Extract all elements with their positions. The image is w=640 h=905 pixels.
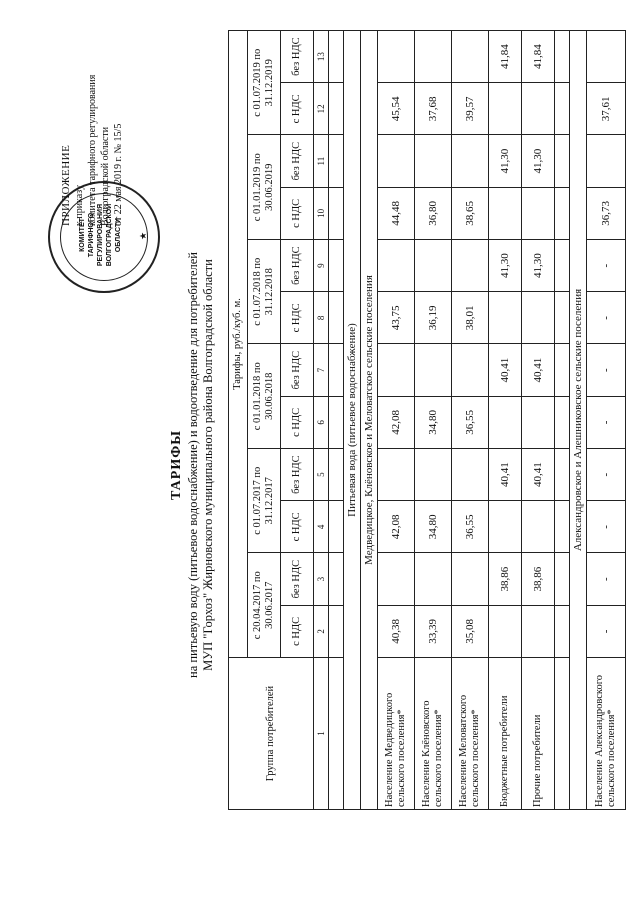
tariff-value bbox=[489, 396, 522, 448]
tariff-value: 45,54 bbox=[378, 83, 415, 135]
column-index: 13 bbox=[314, 31, 329, 83]
vat-header: с НДС bbox=[281, 396, 314, 448]
consumer-group: Население Клёновского сельского поселения* bbox=[415, 658, 452, 810]
tariff-value bbox=[522, 83, 555, 135]
tariff-value bbox=[415, 240, 452, 292]
tariff-value: 36,19 bbox=[415, 292, 452, 344]
seal-star: ★ bbox=[138, 231, 148, 240]
table-row bbox=[452, 31, 489, 810]
tariff-value bbox=[378, 135, 415, 187]
table-row bbox=[378, 31, 415, 810]
document-title bbox=[168, 115, 216, 815]
tariff-value: 41,84 bbox=[522, 31, 555, 83]
rows-group-1 bbox=[378, 31, 555, 810]
tariff-value: 36,73 bbox=[587, 187, 626, 239]
column-index-row bbox=[314, 31, 329, 810]
column-index: 4 bbox=[314, 501, 329, 553]
tariff-value bbox=[522, 605, 555, 657]
no-vat-header: без НДС bbox=[281, 553, 314, 605]
tariff-value bbox=[489, 83, 522, 135]
consumer-group: Население Александровского сельского поселения* bbox=[587, 658, 626, 810]
tariff-value: 37,61 bbox=[587, 83, 626, 135]
tariff-value bbox=[522, 501, 555, 553]
annex-line-3: Волгоградской области bbox=[100, 126, 111, 226]
tariff-value: 37,68 bbox=[415, 83, 452, 135]
tariff-value bbox=[489, 187, 522, 239]
spacer-row bbox=[555, 31, 570, 810]
tariff-value: 38,01 bbox=[452, 292, 489, 344]
no-vat-header: без НДС bbox=[281, 344, 314, 396]
column-index: 6 bbox=[314, 396, 329, 448]
vat-header: с НДС bbox=[281, 605, 314, 657]
subsection-2: Александровское и Алешниковское сельские поселения bbox=[570, 31, 587, 810]
tariff-value: 38,86 bbox=[522, 553, 555, 605]
table-row bbox=[415, 31, 452, 810]
period-header: с 01.01.2018 по 30.06.2018 bbox=[248, 344, 281, 449]
column-index: 11 bbox=[314, 135, 329, 187]
tariff-value bbox=[489, 292, 522, 344]
tariff-value bbox=[415, 31, 452, 83]
tariff-value: - bbox=[587, 501, 626, 553]
consumer-group: Прочие потребители bbox=[522, 658, 555, 810]
tariff-value: 41,30 bbox=[489, 240, 522, 292]
consumer-group: Население Медведицкого сельского поселения* bbox=[378, 658, 415, 810]
period-header: с 01.01.2019 по 30.06.2019 bbox=[248, 135, 281, 240]
seal-text: КОМИТЕТ ТАРИФНОГО РЕГУЛИРОВАНИЯ ВОЛГОГРАДСКОЙ ОБЛАСТИ bbox=[79, 203, 122, 267]
subsection-row bbox=[361, 31, 378, 810]
tariff-value bbox=[452, 449, 489, 501]
tariff-value bbox=[452, 553, 489, 605]
subsection-1: Медведицкое, Клёновское и Меловатское сельские поселения bbox=[361, 31, 378, 810]
tariff-value: 42,08 bbox=[378, 501, 415, 553]
tariff-value bbox=[587, 31, 626, 83]
column-index: 7 bbox=[314, 344, 329, 396]
tariff-value bbox=[522, 292, 555, 344]
tariff-value: 38,65 bbox=[452, 187, 489, 239]
tariff-value: 34,80 bbox=[415, 396, 452, 448]
tariff-value bbox=[378, 344, 415, 396]
title-line-2: МУП "Горхоз" Жирновского муниципального района Волгоградской области bbox=[201, 259, 215, 671]
tariff-value bbox=[452, 31, 489, 83]
tariff-value: 33,39 bbox=[415, 605, 452, 657]
tariff-table bbox=[228, 30, 626, 810]
no-vat-header: без НДС bbox=[281, 240, 314, 292]
group-header: Группа потребителей bbox=[229, 658, 314, 810]
tariff-value: 40,38 bbox=[378, 605, 415, 657]
tariff-value bbox=[522, 396, 555, 448]
tariff-value: 34,80 bbox=[415, 501, 452, 553]
header-row-1 bbox=[229, 31, 248, 810]
tariff-value: 40,41 bbox=[522, 344, 555, 396]
annex-line-1: к приказу bbox=[74, 185, 85, 226]
column-index: 1 bbox=[314, 658, 329, 810]
period-header: с 01.07.2017 по 31.12.2017 bbox=[248, 449, 281, 554]
title-heading: ТАРИФЫ bbox=[169, 430, 184, 500]
tariff-value: 40,41 bbox=[489, 449, 522, 501]
tariff-value: 40,41 bbox=[489, 344, 522, 396]
vat-header: с НДС bbox=[281, 501, 314, 553]
period-header: с 01.07.2019 по 31.12.2019 bbox=[248, 31, 281, 136]
tariff-value: 36,55 bbox=[452, 396, 489, 448]
section-water: Питьевая вода (питьевое водоснабжение) bbox=[344, 31, 361, 810]
tariff-value bbox=[489, 605, 522, 657]
column-index: 5 bbox=[314, 449, 329, 501]
column-index: 9 bbox=[314, 240, 329, 292]
table-row bbox=[522, 31, 555, 810]
subsection-row bbox=[570, 31, 587, 810]
tariff-value: - bbox=[587, 605, 626, 657]
tariff-value: 43,75 bbox=[378, 292, 415, 344]
tariff-value: 41,30 bbox=[489, 135, 522, 187]
tariff-value bbox=[378, 240, 415, 292]
tariff-value bbox=[489, 501, 522, 553]
annex-title: ПРИЛОЖЕНИЕ bbox=[60, 144, 72, 226]
tariff-value bbox=[378, 449, 415, 501]
tariff-value bbox=[522, 187, 555, 239]
tariff-value: 41,30 bbox=[522, 240, 555, 292]
tariff-value bbox=[378, 31, 415, 83]
no-vat-header: без НДС bbox=[281, 135, 314, 187]
tariff-value: - bbox=[587, 292, 626, 344]
tariffs-header: Тарифы, руб./куб. м. bbox=[229, 31, 248, 658]
title-line-1: на питьевую воду (питьевое водоснабжение) и водоотведение для потребителей bbox=[186, 252, 200, 678]
tariff-value: - bbox=[587, 449, 626, 501]
vat-header: с НДС bbox=[281, 187, 314, 239]
annex-block bbox=[60, 26, 125, 226]
column-index: 8 bbox=[314, 292, 329, 344]
tariff-value bbox=[452, 240, 489, 292]
no-vat-header: без НДС bbox=[281, 449, 314, 501]
column-index: 12 bbox=[314, 83, 329, 135]
tariff-value bbox=[415, 449, 452, 501]
table-row bbox=[587, 31, 626, 810]
table-row bbox=[489, 31, 522, 810]
tariff-value: - bbox=[587, 396, 626, 448]
tariff-value bbox=[452, 344, 489, 396]
tariff-value: 36,80 bbox=[415, 187, 452, 239]
tariff-value: 36,55 bbox=[452, 501, 489, 553]
section-row bbox=[344, 31, 361, 810]
tariff-value: 42,08 bbox=[378, 396, 415, 448]
spacer-row bbox=[329, 31, 344, 810]
tariff-value: 35,08 bbox=[452, 605, 489, 657]
period-header: с 01.07.2018 по 31.12.2018 bbox=[248, 240, 281, 345]
tariff-value bbox=[378, 553, 415, 605]
tariff-value: - bbox=[587, 344, 626, 396]
tariff-value bbox=[587, 135, 626, 187]
tariff-value: 39,57 bbox=[452, 83, 489, 135]
annex-line-4: от 22 мая 2019 г. № 15/5 bbox=[113, 123, 124, 226]
tariff-value bbox=[452, 135, 489, 187]
annex-line-2: комитета тарифного регулирования bbox=[87, 74, 98, 226]
consumer-group: Население Меловатского сельского поселения* bbox=[452, 658, 489, 810]
tariff-value bbox=[415, 344, 452, 396]
consumer-group: Бюджетные потребители bbox=[489, 658, 522, 810]
tariff-value: 41,84 bbox=[489, 31, 522, 83]
tariff-value bbox=[415, 553, 452, 605]
tariff-value: - bbox=[587, 240, 626, 292]
tariff-value bbox=[415, 135, 452, 187]
rows-group-2 bbox=[587, 31, 626, 810]
no-vat-header: без НДС bbox=[281, 31, 314, 83]
vat-header: с НДС bbox=[281, 83, 314, 135]
column-index: 10 bbox=[314, 187, 329, 239]
tariff-value: 40,41 bbox=[522, 449, 555, 501]
tariff-value: 44,48 bbox=[378, 187, 415, 239]
vat-header: с НДС bbox=[281, 292, 314, 344]
tariff-value: 41,30 bbox=[522, 135, 555, 187]
column-index: 2 bbox=[314, 605, 329, 657]
tariff-value: 38,86 bbox=[489, 553, 522, 605]
tariff-value: - bbox=[587, 553, 626, 605]
period-header: с 20.04.2017 по 30.06.2017 bbox=[248, 553, 281, 658]
column-index: 3 bbox=[314, 553, 329, 605]
